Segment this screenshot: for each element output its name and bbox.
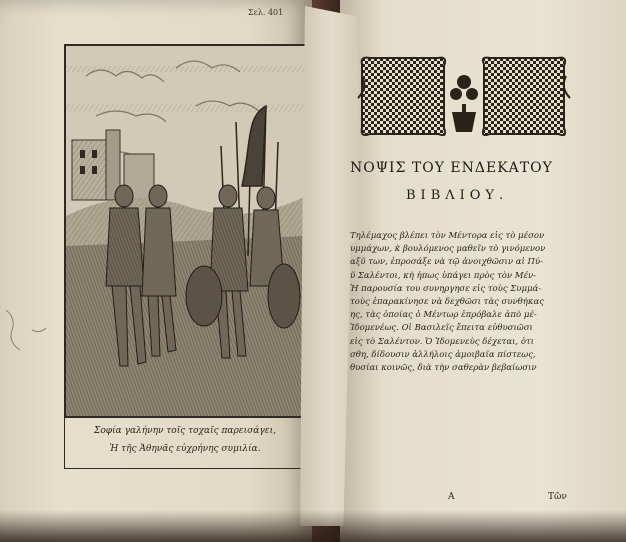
headpiece-ornament [356,52,572,142]
caption-line-1: Σοφία γαλήνην τοῖς τοχαῖς παρεισάγει, [94,426,276,436]
pencil-marks [2,300,62,360]
text-line: ης, τὰς ὁποίας ὁ Μέντωρ ἐπρόβαλε ἀπὸ μέ- [350,310,537,321]
text-line: τοὺς ἐπαρακίνησε νὰ δεχθῶσι τὰς συνθήκας [350,297,544,308]
chapter-subheading: ΒΙΒΛΙΟΥ. [406,188,509,203]
engraving-illustration [64,44,308,418]
chapter-heading: ΝΟΨΙΣ ΤΟΥ ΕΝΔΕΚΑΤΟΥ [350,160,553,176]
shield-left [186,266,222,326]
text-line: Ἰδομενέως. Οἱ Βασιλεῖς ἔπειτα εὐθυσιῶσι [350,323,533,334]
text-line: Τηλέμαχος βλέπει τὸν Μέντορα εἰς τὸ μέσον [350,231,545,241]
text-line: Ἡ παρουσία του συνηργησε εἰς τοὺς Συμμά- [350,283,542,294]
bottom-shadow [0,510,626,542]
engraving-caption [64,416,306,469]
page-number: Σελ. 401 [248,8,284,17]
text-line: υμμάχων, κ̀ βουλόμενος μαθεῖν τὸ γινόμενον [350,244,546,255]
text-line: αξῦ των, ἐπροσάξε νὰ τῷ ἀνοιχθῶσιν αἱ Πύ- [350,257,543,268]
synopsis-text [350,230,626,375]
signature-mark: Α [448,492,455,502]
caption-line-2: Ἡ τῆς Ἀθηνᾶς εὐχρήνης συμιλία. [109,444,261,454]
text-line: θυσίαι κοινῶς, διὰ τὴν σαθερὰν βεβαίωσιν [350,363,537,374]
flower-basket-icon [450,75,478,132]
text-line: εἰς τὸ Σαλέντον. Ὁ Ἰδομενεὺς δέχεται, ὁτι [350,336,534,347]
left-page [0,0,312,542]
shield-right [268,264,300,328]
text-line: ῦ Σαλέντοι, κὴ ἠπως ὑπάγει πρὸς τὸν Μέν- [350,270,537,281]
catchword: Τῶν [548,492,567,502]
text-line: σθη, δίδουσιν ἀλλήλοις ἀμοιβαῖα πίστεως, [350,349,536,360]
engraving-scene [66,46,306,416]
